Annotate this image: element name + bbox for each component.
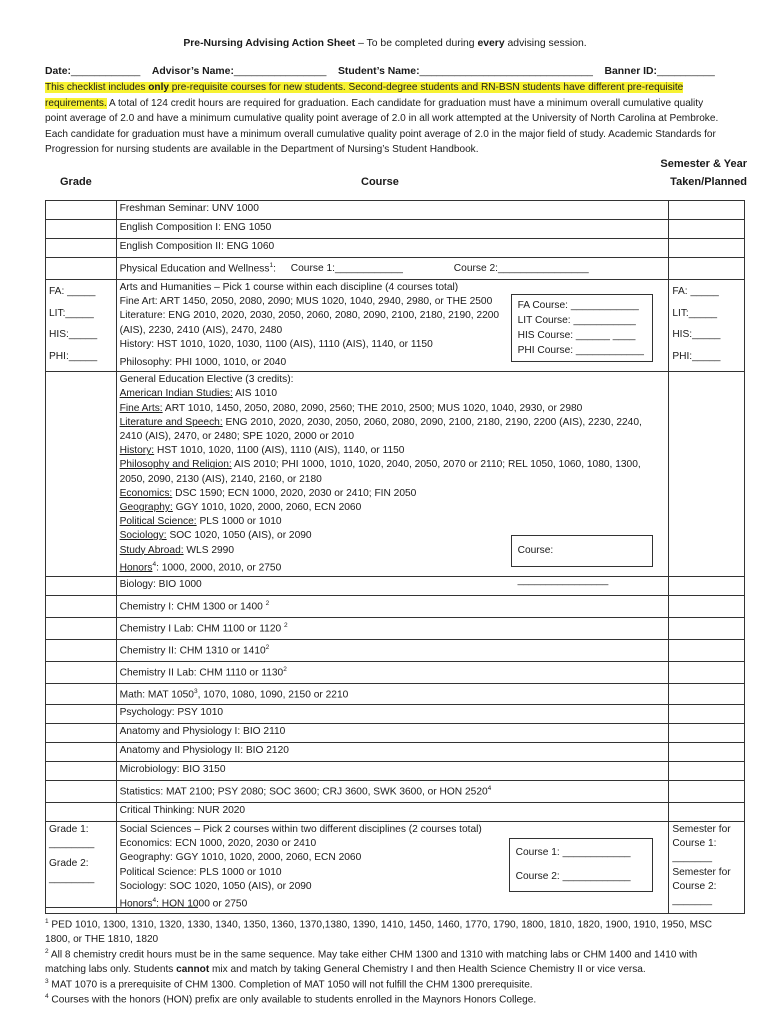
semester-cell[interactable] bbox=[669, 258, 745, 280]
grade-cell bbox=[46, 822, 117, 914]
semester-cell bbox=[669, 822, 745, 914]
ge-history: HST 1010, 1020, 1100 (AIS), 1110 (AIS), 1140, or 1150 bbox=[154, 445, 405, 457]
course-cell bbox=[116, 781, 669, 803]
table-row bbox=[46, 220, 745, 239]
ah-literature: Literature: ENG 2010, 2020, 2030, 2050, 2060, 2080, 2090, 2100, 2180, 2190, 2200 (AIS), 2230, 2410 (AIS), 2470, 2480 bbox=[119, 310, 500, 336]
footnote-2-emphasis: cannot bbox=[176, 963, 210, 975]
ss-semester-2-field[interactable]: _______ bbox=[672, 895, 712, 907]
ge-fine-arts: ART 1010, 1450, 2050, 2080, 2090, 2560; THE 2010, 2500; MUS 1020, 1040, 2930, or 2980 bbox=[162, 402, 583, 414]
ah-fine-art: Fine Art: ART 1450, 2050, 2080, 2090; MUS 1020, 1040, 2940, 2980, or THE 2500 bbox=[119, 296, 493, 308]
ss-grade-2-field[interactable]: ________ bbox=[49, 872, 95, 884]
phi-grade-field[interactable]: PHI:_____ bbox=[49, 350, 98, 362]
course-cell: Anatomy and Physiology II: BIO 2120 bbox=[116, 743, 669, 762]
course-cell bbox=[116, 684, 669, 705]
pe-footnote-ref: 1 bbox=[269, 262, 274, 269]
ge-phil-religion: AIS 2010; PHI 1000, 1010, 1020, 2040, 2050, 2070 or 2110; REL 1050, 1060, 1080, 1300, 2050, 2090, 2130 (AIS), 2140, 2160, or 2180 bbox=[119, 459, 641, 485]
ss-sociology: Sociology: SOC 1020, 1050 (AIS), or 2090 bbox=[119, 880, 312, 892]
ss-semester-2-label: Semester for bbox=[672, 866, 731, 878]
table-row bbox=[46, 662, 745, 684]
grade-cell[interactable] bbox=[46, 724, 117, 743]
table-row bbox=[46, 618, 745, 640]
intro-paragraph bbox=[45, 80, 725, 158]
math-text-a: Math: MAT 1050 bbox=[119, 689, 194, 701]
ge-course-field[interactable]: Course: ________________ bbox=[517, 545, 609, 587]
footnote-2-text-a: All 8 chemistry credit hours must be in the same sequence. May take either CHM 1300 and 1310 with matching labs or CHM 1400 and 1410 with matching labs only. Students bbox=[45, 949, 698, 975]
page-title bbox=[0, 38, 770, 49]
lit-grade-field[interactable]: LIT:_____ bbox=[49, 307, 94, 319]
grade-cell[interactable] bbox=[46, 618, 117, 640]
table-row bbox=[46, 201, 745, 220]
ss-semester-1-label: Semester for bbox=[672, 824, 731, 836]
grade-cell bbox=[46, 280, 117, 372]
course-cell: English Composition I: ENG 1050 bbox=[116, 220, 669, 239]
table-row bbox=[46, 596, 745, 618]
footnote-2-text-b: mix and match by taking General Chemistry I and then Health Science Chemistry II or vice versa. bbox=[209, 963, 646, 975]
grade-cell[interactable] bbox=[46, 372, 117, 577]
footnote-1-text: PED 1010, 1300, 1310, 1320, 1330, 1340, 1350, 1360, 1370,1380, 1390, 1410, 1450, 1460, 1770, 1790, 1800, 1810, 1820, 1900, 1910, 1950, MSC 1800, or THE 1810, 1820 bbox=[45, 919, 713, 945]
grade-cell[interactable] bbox=[46, 803, 117, 822]
chem1-lab-text: Chemistry I Lab: CHM 1100 or 1120 bbox=[119, 623, 284, 635]
ss-semester-1-field[interactable]: _______ bbox=[672, 852, 712, 864]
grade-cell[interactable] bbox=[46, 258, 117, 280]
table-row bbox=[46, 781, 745, 803]
semester-cell[interactable] bbox=[669, 803, 745, 822]
chem2-lab-footnote-ref: 2 bbox=[283, 666, 287, 674]
ge-economics-label: Economics: bbox=[119, 487, 173, 499]
ss-course-box bbox=[509, 838, 653, 892]
course-cell: Biology: BIO 1000 bbox=[116, 577, 669, 596]
semester-cell[interactable] bbox=[669, 220, 745, 239]
grade-cell[interactable] bbox=[46, 640, 117, 662]
semester-column-header-2: Taken/Planned bbox=[670, 176, 747, 188]
fa-grade-field[interactable]: FA: _____ bbox=[49, 286, 96, 297]
course-cell: Anatomy and Physiology I: BIO 2110 bbox=[116, 724, 669, 743]
phi-semester-field[interactable]: PHI:_____ bbox=[672, 350, 721, 362]
table-row-arts-humanities bbox=[46, 280, 745, 372]
stats-footnote-ref: 4 bbox=[487, 785, 492, 793]
stats-text: Statistics: MAT 2100; PSY 2080; SOC 3600; CRJ 3600, SWK 3600, or HON 2520 bbox=[119, 786, 488, 798]
semester-cell[interactable] bbox=[669, 372, 745, 577]
semester-cell[interactable] bbox=[669, 201, 745, 220]
footnote-divider bbox=[45, 907, 198, 908]
ss-honors: : HON 1000 or 2750 bbox=[156, 898, 248, 910]
advisor-field[interactable]: ________________ bbox=[233, 66, 327, 77]
ge-geography-label: Geography: bbox=[119, 502, 173, 514]
ge-honors-footnote-ref: 4 bbox=[152, 560, 157, 568]
ss-course-2-field[interactable]: Course 2: ____________ bbox=[515, 871, 631, 883]
ss-semester-1-course-label: Course 1: bbox=[672, 838, 717, 850]
semester-cell[interactable] bbox=[669, 781, 745, 803]
ge-study-abroad-label: Study Abroad: bbox=[119, 544, 184, 556]
footnote-1-number: 1 bbox=[45, 918, 49, 925]
ge-sociology: SOC 1020, 1050 (AIS), or 2090 bbox=[166, 530, 312, 542]
grade-cell[interactable] bbox=[46, 239, 117, 258]
lit-semester-field[interactable]: LIT:_____ bbox=[672, 307, 718, 319]
ge-political-science-label: Political Science: bbox=[119, 516, 197, 528]
semester-column-header-1: Semester & Year bbox=[660, 158, 747, 170]
header-fields bbox=[45, 66, 725, 77]
table-row bbox=[46, 684, 745, 705]
fa-course-field[interactable]: FA Course: ____________ bbox=[517, 300, 639, 311]
semester-cell bbox=[669, 280, 745, 372]
ss-intro: Social Sciences – Pick 2 courses within two different disciplines (2 courses total) bbox=[119, 824, 482, 836]
course-cell: Physical Education and Wellness$^1$: Course 1:____________ Course 2:________________ bbox=[116, 258, 669, 280]
ge-intro: General Education Elective (3 credits): bbox=[119, 374, 294, 386]
ge-lit-speech: ENG 2010, 2020, 2030, 2050, 2060, 2080, 2090, 2100, 2180, 2190, 2200 (AIS), 2230, 2240, 2410 (AIS), 2470, or 2480; SPE 1020, 2000 or 2010 bbox=[119, 416, 642, 443]
footnote-2-number: 2 bbox=[45, 948, 49, 955]
ah-philosophy: Philosophy: PHI 1000, 1010, or 2040 bbox=[119, 357, 287, 369]
ss-honors-footnote-ref: 4 bbox=[152, 897, 157, 905]
ah-history: History: HST 1010, 1020, 1030, 1100 (AIS), 1110 (AIS), 1140, or 1150 bbox=[119, 338, 433, 350]
lit-course-field[interactable]: LIT Course: ___________ bbox=[517, 315, 636, 326]
ss-grade-1-label: Grade 1: bbox=[49, 824, 89, 836]
ss-economics: Economics: ECN 1000, 2020, 2030 or 2410 bbox=[119, 838, 317, 850]
ge-economics: DSC 1590; ECN 1000, 2020, 2030 or 2410; FIN 2050 bbox=[172, 487, 417, 499]
footnote-1 bbox=[45, 915, 735, 947]
fa-semester-field[interactable]: FA: _____ bbox=[672, 286, 719, 297]
banner-field[interactable]: __________ bbox=[657, 66, 715, 77]
intro-highlight-only: only bbox=[148, 82, 169, 93]
banner-label: Banner ID: bbox=[604, 66, 658, 77]
footnote-3-number: 3 bbox=[45, 978, 49, 985]
table-row bbox=[46, 577, 745, 596]
math-footnote-ref: 3 bbox=[193, 688, 198, 696]
grade-cell[interactable] bbox=[46, 762, 117, 781]
course-cell: Freshman Seminar: UNV 1000 bbox=[116, 201, 669, 220]
course-table bbox=[45, 200, 745, 914]
table-row-social-sciences bbox=[46, 822, 745, 914]
course-cell bbox=[116, 280, 669, 372]
intro-highlight-a: This checklist includes bbox=[45, 82, 149, 93]
semester-cell[interactable] bbox=[669, 724, 745, 743]
ss-geography: Geography: GGY 1010, 1020, 2000, 2060, ECN 2060 bbox=[119, 852, 362, 864]
ge-fine-arts-label: Fine Arts: bbox=[119, 402, 163, 414]
advisor-label: Advisor’s Name: bbox=[151, 66, 234, 77]
his-course-field[interactable]: HIS Course: ______ ____ bbox=[517, 330, 636, 341]
chem2-footnote-ref: 2 bbox=[265, 644, 270, 652]
table-row bbox=[46, 803, 745, 822]
ge-lit-speech-label: Literature and Speech: bbox=[119, 416, 223, 428]
footnote-2 bbox=[45, 945, 735, 977]
table-row-gen-ed-elective bbox=[46, 372, 745, 577]
table-row bbox=[46, 724, 745, 743]
grade-cell[interactable] bbox=[46, 201, 117, 220]
grade-cell[interactable] bbox=[46, 743, 117, 762]
ge-history-label: History: bbox=[119, 445, 155, 457]
table-row bbox=[46, 258, 745, 280]
table-row bbox=[46, 239, 745, 258]
ge-geography: GGY 1010, 1020, 2000, 2060, ECN 2060 bbox=[172, 502, 362, 514]
course-cell: Critical Thinking: NUR 2020 bbox=[116, 803, 669, 822]
semester-cell[interactable] bbox=[669, 618, 745, 640]
pe-course-2-field[interactable]: Course 2:________________ bbox=[453, 263, 589, 275]
course-cell bbox=[116, 640, 669, 662]
ss-grade-1-field[interactable]: ________ bbox=[49, 838, 95, 850]
intro-highlight-b: pre-requisite courses for new students. Second-degree students and RN-BSN students have different pre-requisite requirements. bbox=[45, 82, 684, 109]
grade-cell[interactable] bbox=[46, 781, 117, 803]
date-label: Date: bbox=[45, 66, 71, 77]
footnote-3-text: MAT 1070 is a prerequisite of CHM 1300. Completion of MAT 1050 will not fulfill the CHM 1300 prerequisite. bbox=[48, 979, 533, 991]
ss-course-1-field[interactable]: Course 1: ____________ bbox=[515, 847, 631, 859]
course-cell bbox=[116, 596, 669, 618]
intro-text: A total of 124 credit hours are required for graduation. Each candidate for graduation must have a minimum overall cumulative quality point average of 2.0 and have a minimum cumulative quality point average of 2.0 in all work attempted at the University of North Carolina at Pembroke. Each candidate for graduation must have a minimum overall cumulative quality point average of 2.0 in the major field of study. Academic Standards for Progression for nursing students are available in the Department of Nursing’s Student Handbook. bbox=[45, 97, 719, 156]
ah-intro: Arts and Humanities – Pick 1 course within each discipline (4 courses total) bbox=[119, 282, 459, 293]
ss-grade-2-label: Grade 2: bbox=[49, 858, 89, 870]
course-cell: Psychology: PSY 1010 bbox=[116, 705, 669, 724]
grade-cell[interactable] bbox=[46, 662, 117, 684]
ge-honors: : 1000, 2000, 2010, or 2750 bbox=[156, 562, 282, 574]
chem2-text: Chemistry II: CHM 1310 or 1410 bbox=[119, 645, 266, 657]
ge-study-abroad: WLS 2990 bbox=[183, 544, 234, 556]
student-field[interactable]: ______________________________ bbox=[419, 66, 593, 77]
chem1-text: Chemistry I: CHM 1300 or 1400 bbox=[119, 601, 266, 613]
semester-cell[interactable] bbox=[669, 577, 745, 596]
his-grade-field[interactable]: HIS:_____ bbox=[49, 329, 98, 340]
course-cell bbox=[116, 822, 669, 914]
footnote-4 bbox=[45, 990, 735, 1008]
semester-cell[interactable] bbox=[669, 743, 745, 762]
course-cell: English Composition II: ENG 1060 bbox=[116, 239, 669, 258]
grade-column-header: Grade bbox=[60, 176, 92, 188]
course-cell bbox=[116, 662, 669, 684]
semester-cell[interactable] bbox=[669, 662, 745, 684]
course-cell: Microbiology: BIO 3150 bbox=[116, 762, 669, 781]
math-text-b: , 1070, 1080, 1090, 2150 or 2210 bbox=[197, 689, 349, 701]
title-every: every bbox=[477, 38, 505, 49]
grade-cell[interactable] bbox=[46, 705, 117, 724]
ss-honors-label: Honors bbox=[119, 898, 153, 910]
title-text-a: – To be completed during bbox=[355, 38, 478, 49]
semester-cell[interactable] bbox=[669, 640, 745, 662]
ge-ais: AIS 1010 bbox=[232, 388, 278, 400]
ss-semester-2-course-label: Course 2: bbox=[672, 880, 717, 892]
course-column-header: Course bbox=[361, 176, 399, 188]
student-label: Student’s Name: bbox=[337, 66, 420, 77]
his-semester-field[interactable]: HIS:_____ bbox=[672, 329, 721, 340]
ge-sociology-label: Sociology: bbox=[119, 530, 167, 542]
ss-political-science: Political Science: PLS 1000 or 1010 bbox=[119, 866, 282, 878]
footnote-4-number: 4 bbox=[45, 993, 49, 1000]
semester-cell[interactable] bbox=[669, 596, 745, 618]
ge-course-box bbox=[511, 535, 653, 587]
semester-cell[interactable] bbox=[669, 705, 745, 724]
pe-label: Physical Education and Wellness bbox=[119, 263, 270, 275]
course-cell bbox=[116, 618, 669, 640]
chem2-lab-text: Chemistry II Lab: CHM 1110 or 1130 bbox=[119, 667, 284, 679]
ge-honors-label: Honors bbox=[119, 562, 153, 574]
chem1-lab-footnote-ref: 2 bbox=[284, 622, 288, 630]
semester-cell[interactable] bbox=[669, 684, 745, 705]
ge-phil-religion-label: Philosophy and Religion: bbox=[119, 459, 232, 471]
footnote-4-text: Courses with the honors (HON) prefix are only available to students enrolled in the Maynors Honors College. bbox=[48, 994, 537, 1006]
grade-cell[interactable] bbox=[46, 577, 117, 596]
semester-cell[interactable] bbox=[669, 239, 745, 258]
table-row bbox=[46, 743, 745, 762]
grade-cell[interactable] bbox=[46, 684, 117, 705]
table-row bbox=[46, 762, 745, 781]
title-text-b: advising session. bbox=[504, 38, 587, 49]
date-field[interactable]: ____________ bbox=[70, 66, 141, 77]
pe-course-1-field[interactable]: Course 1:____________ bbox=[290, 263, 403, 275]
ah-course-box bbox=[511, 294, 653, 362]
title-bold: Pre-Nursing Advising Action Sheet bbox=[183, 38, 356, 49]
table-row bbox=[46, 705, 745, 724]
chem1-footnote-ref: 2 bbox=[265, 600, 270, 608]
grade-cell[interactable] bbox=[46, 220, 117, 239]
phi-course-field[interactable]: PHI Course: ____________ bbox=[517, 345, 644, 356]
ge-political-science: PLS 1000 or 1010 bbox=[196, 516, 282, 528]
table-row bbox=[46, 640, 745, 662]
grade-cell[interactable] bbox=[46, 596, 117, 618]
semester-cell[interactable] bbox=[669, 762, 745, 781]
ge-ais-label: American Indian Studies: bbox=[119, 388, 233, 400]
